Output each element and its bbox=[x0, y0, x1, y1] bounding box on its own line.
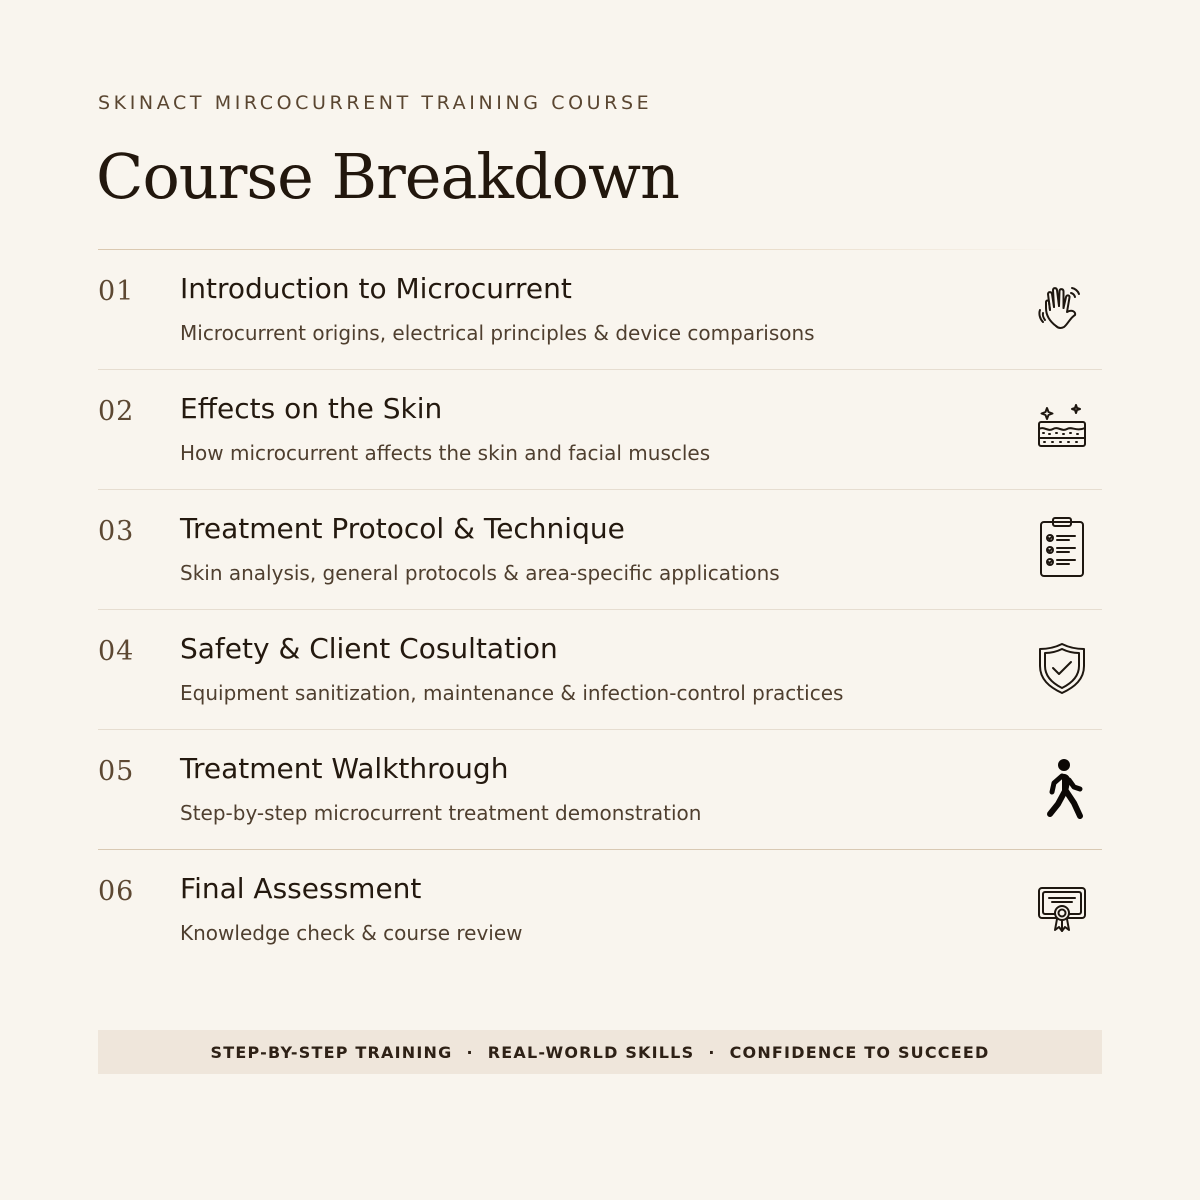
module-number: 03 bbox=[98, 516, 135, 547]
module-title: Final Assessment bbox=[180, 872, 422, 905]
module-description: Equipment sanitization, maintenance & infection-control practices bbox=[180, 681, 844, 705]
module-description: Step-by-step microcurrent treatment demonstration bbox=[180, 801, 702, 825]
footer-item: CONFIDENCE TO SUCCEED bbox=[729, 1042, 990, 1062]
module-number: 02 bbox=[98, 396, 135, 427]
module-title: Treatment Protocol & Technique bbox=[180, 512, 625, 545]
module-number: 01 bbox=[98, 276, 135, 307]
module-row bbox=[98, 730, 1102, 850]
footer-separator: · bbox=[466, 1042, 474, 1062]
module-row bbox=[98, 490, 1102, 610]
module-description: Skin analysis, general protocols & area-specific applications bbox=[180, 561, 780, 585]
module-description: Microcurrent origins, electrical principles & device comparisons bbox=[180, 321, 815, 345]
module-number: 05 bbox=[98, 756, 135, 787]
module-title: Effects on the Skin bbox=[180, 392, 443, 425]
module-number: 06 bbox=[98, 876, 135, 907]
footer-separator: · bbox=[708, 1042, 716, 1062]
page-title: Course Breakdown bbox=[96, 140, 679, 213]
module-row bbox=[98, 850, 1102, 969]
module-row bbox=[98, 370, 1102, 490]
clipboard-checklist-icon bbox=[1034, 516, 1090, 580]
certificate-icon bbox=[1034, 880, 1090, 936]
module-title: Introduction to Microcurrent bbox=[180, 272, 572, 305]
module-row bbox=[98, 250, 1102, 370]
module-list bbox=[98, 250, 1102, 969]
module-number: 04 bbox=[98, 636, 135, 667]
module-description: How microcurrent affects the skin and facial muscles bbox=[180, 441, 711, 465]
module-title: Safety & Client Cosultation bbox=[180, 632, 558, 665]
footer-item: REAL-WORLD SKILLS bbox=[487, 1042, 695, 1062]
module-description: Knowledge check & course review bbox=[180, 921, 523, 945]
footer-item: STEP-BY-STEP TRAINING bbox=[210, 1042, 453, 1062]
module-title: Treatment Walkthrough bbox=[180, 752, 509, 785]
walking-person-icon bbox=[1034, 756, 1090, 822]
footer-banner bbox=[98, 1030, 1102, 1074]
course-eyebrow: SKINACT MIRCOCURRENT TRAINING COURSE bbox=[98, 92, 653, 114]
module-row bbox=[98, 610, 1102, 730]
waving-hand-icon bbox=[1034, 280, 1090, 336]
skin-layers-icon bbox=[1034, 400, 1090, 456]
shield-check-icon bbox=[1034, 640, 1090, 696]
